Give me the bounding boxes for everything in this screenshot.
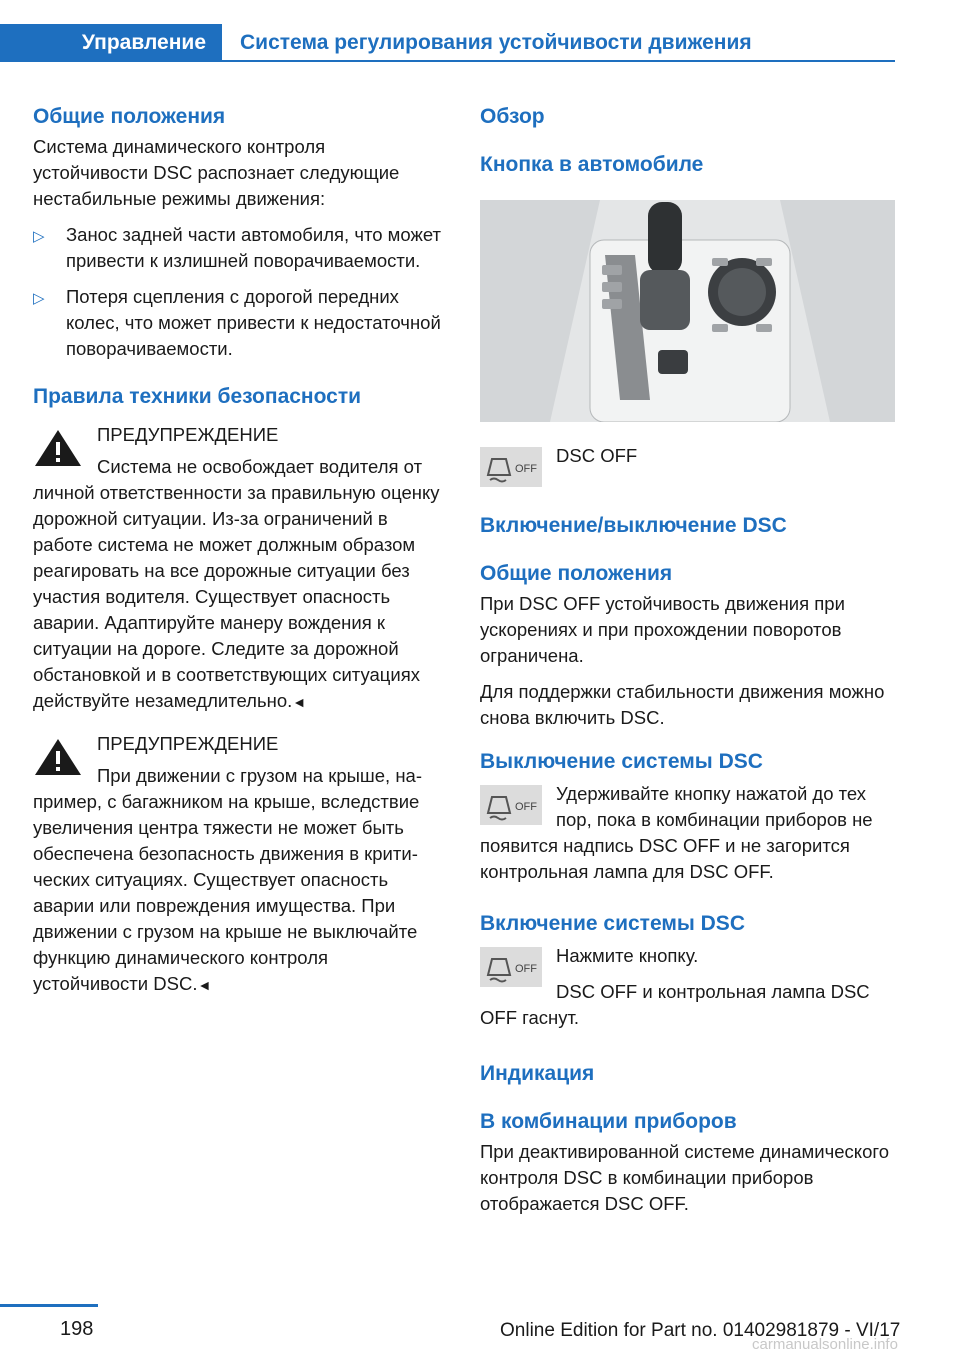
list-item bbox=[33, 284, 445, 362]
warning-title: ПРЕДУПРЕЖДЕНИЕ bbox=[97, 424, 279, 445]
warning-text: При движении с грузом на крыше, например, с багажником на крыше, вследствие увеличения центра тяжести не может быть обеспечена безопасность движения в критических ситуациях. Существует опасность аварии или повреждения имущества. При движении с грузом на крыше не выключайте функцию динамического контроля устойчивости DSC. bbox=[33, 765, 423, 994]
heading-off: Выключение системы DSC bbox=[480, 750, 763, 773]
off-block bbox=[480, 781, 895, 885]
warning-triangle-icon bbox=[33, 737, 83, 777]
list-item-text: Занос задней части автомобиля, что может привести к излишней поворачиваемости. bbox=[66, 224, 441, 271]
dsc-icon-label: OFF bbox=[515, 463, 537, 475]
on-instruction: Нажмите кнопку. bbox=[556, 945, 699, 966]
heading-button-in-car: Кнопка в автомобиле bbox=[480, 153, 704, 176]
edition-footer: Online Edition for Part no. 01402981879 - VI/17 bbox=[500, 1320, 901, 1341]
on-block bbox=[480, 943, 895, 1031]
header-section-tab: Управление bbox=[0, 24, 222, 62]
page-number-bar bbox=[0, 1304, 98, 1307]
heading-indication: Индикация bbox=[480, 1062, 595, 1085]
warning-block bbox=[33, 422, 445, 715]
warning-block bbox=[33, 731, 445, 998]
heading-safety: Правила техники безопасности bbox=[33, 385, 362, 408]
on-result: DSC OFF и контрольная лампа DSC OFF гаснут. bbox=[480, 981, 870, 1028]
left-column bbox=[33, 100, 445, 998]
paragraph: При DSC OFF устойчивость движения при ускорениях и при прохождении поворотов ограничена. bbox=[480, 593, 845, 666]
heading-on-off: Включение/выключение DSC bbox=[480, 514, 787, 537]
list-item-text: Потеря сцепления с дорогой передних колес, что может привести к недостаточной поворачиваемости. bbox=[66, 286, 441, 359]
right-column bbox=[480, 100, 895, 1217]
triangle-bullet-icon: ▷ bbox=[33, 228, 45, 245]
dsc-icon-label: OFF bbox=[515, 963, 537, 975]
heading-general: Общие положения bbox=[33, 105, 226, 128]
bullet-list bbox=[33, 222, 445, 362]
end-mark: ◄ bbox=[197, 977, 212, 993]
off-instructions: Удерживайте кнопку нажатой до тех пор, пока в комбинации приборов не появится надпись DSC OFF и не загорится контрольная лампа для DSC OFF. bbox=[480, 783, 873, 882]
triangle-bullet-icon: ▷ bbox=[33, 290, 45, 307]
dsc-off-icon bbox=[480, 947, 542, 987]
dsc-caption-row bbox=[480, 443, 895, 491]
page-number: 198 bbox=[60, 1318, 94, 1340]
dsc-caption: DSC OFF bbox=[556, 445, 638, 466]
dsc-icon-label: OFF bbox=[515, 801, 537, 813]
warning-title: ПРЕДУПРЕЖДЕНИЕ bbox=[97, 733, 279, 754]
intro-text: Система динамического контроля устойчивости DSC распознает следующие нестабильные режимы движения: bbox=[33, 136, 400, 209]
watermark: carmanualsonline.info bbox=[752, 1336, 898, 1353]
header-rule bbox=[222, 60, 895, 62]
heading-cluster: В комбинации приборов bbox=[480, 1110, 737, 1133]
paragraph: Для поддержки стабильности движения можно снова включить DSC. bbox=[480, 681, 885, 728]
heading-general-right: Общие положения bbox=[480, 562, 673, 585]
heading-on: Включение системы DSC bbox=[480, 912, 745, 935]
warning-text: Система не освобождает водителя от личной ответственности за правильную оценку дорожной ситуации. Из-за ограничений в работе система не может должным образом реагировать на все дорожные ситуации без участия водителя. Существует опасность аварии. Адаптируйте манеру вождения к ситуации на дороге. Следите за дорожной обстановкой и в соответствующих ситуациях действуйте незамедлительно. bbox=[33, 456, 440, 711]
header-title: Система регулирования устойчивости движения bbox=[240, 31, 752, 54]
cluster-text: При деактивированной системе динамического контроля DSC в комбинации приборов отображается DSC OFF. bbox=[480, 1141, 890, 1214]
end-mark: ◄ bbox=[292, 694, 307, 710]
list-item bbox=[33, 222, 445, 274]
heading-overview: Обзор bbox=[480, 105, 545, 128]
dsc-off-icon bbox=[480, 785, 542, 825]
center-console-photo bbox=[480, 200, 895, 422]
warning-triangle-icon bbox=[33, 428, 83, 468]
dsc-off-icon bbox=[480, 447, 542, 487]
